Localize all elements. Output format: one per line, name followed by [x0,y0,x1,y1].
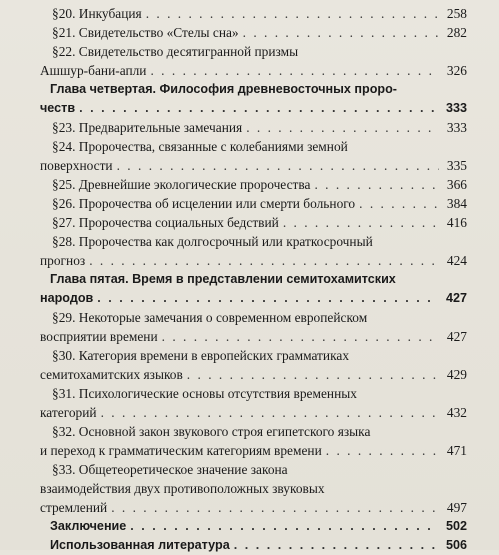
toc-entry-title: §33. Общетеоретическое значение закона [52,462,288,477]
toc-section-entry [40,4,467,23]
dot-leader [146,4,439,23]
dot-leader [314,175,439,194]
toc-entry-line [40,365,467,384]
dot-leader [283,213,439,232]
toc-page-number: 384 [446,196,467,211]
dot-leader [243,23,439,42]
toc-entry-title: народов [40,291,94,305]
toc-entry-line [40,175,467,194]
toc-entry-line [40,156,467,175]
toc-entry-line [40,194,467,213]
toc-entry-line [40,327,467,346]
toc-page-number: 432 [446,405,467,420]
toc-section-entry [40,175,467,194]
toc-entry-title: поверхности [40,158,113,173]
toc-entry-title: Глава пятая. Время в представлении семитохамитских [50,272,396,286]
toc-page-number: 497 [446,500,467,515]
toc-entry-title: §30. Категория времени в европейских грамматиках [52,348,350,363]
toc-entry-line [40,536,467,555]
dot-leader [130,517,439,536]
toc-entry-title: и переход к грамматическим категориям времени [40,443,322,458]
toc-chapter-entry [40,80,467,118]
toc-entry-title: восприятии времени [40,329,158,344]
toc-entry-title: §23. Предварительные замечания [52,120,243,135]
toc-entry-line [40,232,467,251]
toc-section-entry [40,137,467,175]
toc-entry-line [40,99,467,118]
toc-entry-line [40,460,467,479]
toc-entry-title: §32. Основной закон звукового строя египетского языка [52,424,371,439]
toc-entry-title: взаимодействия двух противоположных звуковых [40,481,325,496]
toc-entry-line [40,517,467,536]
dot-leader [97,289,439,308]
toc-entry-line [40,479,467,498]
toc-entry-line [40,118,467,137]
toc-section-entry [40,460,467,517]
toc-page-number: 506 [445,538,467,552]
toc-entry-line [40,270,467,289]
toc-entry-title: стремлений [40,500,108,515]
toc-page-number: 335 [446,158,467,173]
toc-entry-title: честв [40,101,76,115]
toc-entry-line [40,422,467,441]
toc-entry-title: §29. Некоторые замечания о современном европейском [52,310,368,325]
dot-leader [162,327,439,346]
toc-section-entry [40,232,467,270]
toc-section-entry [40,384,467,422]
dot-leader [359,194,439,213]
toc-entry-title: §27. Пророчества социальных бедствий [52,215,279,230]
toc-entry-title: §25. Древнейшие экологические пророчества [52,177,311,192]
toc-entry-title: §26. Пророчества об исцелении или смерти больного [52,196,356,211]
toc-entry-title: §22. Свидетельство десятигранной призмы [52,44,299,59]
toc-page-number: 471 [446,443,467,458]
toc-section-entry [40,213,467,232]
toc-entry-line [40,346,467,365]
toc-page-number: 427 [446,329,467,344]
toc-page-number: 258 [446,6,467,21]
toc-entry-line [40,23,467,42]
toc-entry-title: Ашшур-бани-апли [40,63,147,78]
toc-page-number: 429 [446,367,467,382]
toc-entry-line [40,4,467,23]
dot-leader [246,118,439,137]
toc-entry-title: семитохамитских языков [40,367,183,382]
dot-leader [150,61,439,80]
dot-leader [117,156,439,175]
dot-leader [101,403,439,422]
toc-entry-line [40,384,467,403]
toc-page-number: 326 [446,63,467,78]
toc-entry-title: Использованная литература [50,538,230,552]
dot-leader [89,251,439,270]
toc-chapter-entry [40,270,467,308]
toc-section-entry [40,23,467,42]
toc-entry-title: §31. Психологические основы отсутствия временных [52,386,357,401]
toc-entry-title: Заключение [50,519,127,533]
toc-page-number: 333 [445,101,467,115]
dot-leader [111,498,439,517]
toc-entry-line [40,61,467,80]
toc-entry-line [40,42,467,61]
toc-entry-title: прогноз [40,253,86,268]
toc-entry-line [40,289,467,308]
dot-leader [326,441,439,460]
dot-leader [234,536,439,555]
toc-page-number: 333 [446,120,467,135]
toc-section-entry [40,346,467,384]
toc-page-number: 416 [446,215,467,230]
toc-entry-line [40,137,467,156]
toc-entry-line [40,80,467,99]
toc-section-entry [40,118,467,137]
toc-page-number: 427 [445,291,467,305]
toc-section-entry [40,308,467,346]
toc-final-entry [40,517,467,536]
toc-section-entry [40,422,467,460]
toc-entry-title: §28. Пророчества как долгосрочный или краткосрочный [52,234,373,249]
toc-entry-line [40,498,467,517]
toc-entry-line [40,213,467,232]
toc-section-entry [40,42,467,80]
dot-leader [79,99,439,118]
toc-entry-title: §24. Пророчества, связанные с колебаниями земной [52,139,348,154]
toc-page-number: 282 [446,25,467,40]
toc-page-number: 502 [445,519,467,533]
toc-entry-line [40,441,467,460]
dot-leader [187,365,439,384]
toc-entry-title: Глава четвертая. Философия древневосточных проро- [50,82,397,96]
toc-entry-title: §21. Свидетельство «Стелы сна» [52,25,239,40]
toc-entry-line [40,251,467,270]
table-of-contents [40,4,467,555]
toc-final-entry [40,536,467,555]
toc-page-number: 366 [446,177,467,192]
toc-entry-line [40,403,467,422]
toc-entry-title: §20. Инкубация [52,6,142,21]
toc-entry-line [40,308,467,327]
toc-section-entry [40,194,467,213]
toc-page-number: 424 [446,253,467,268]
toc-entry-title: категорий [40,405,97,420]
